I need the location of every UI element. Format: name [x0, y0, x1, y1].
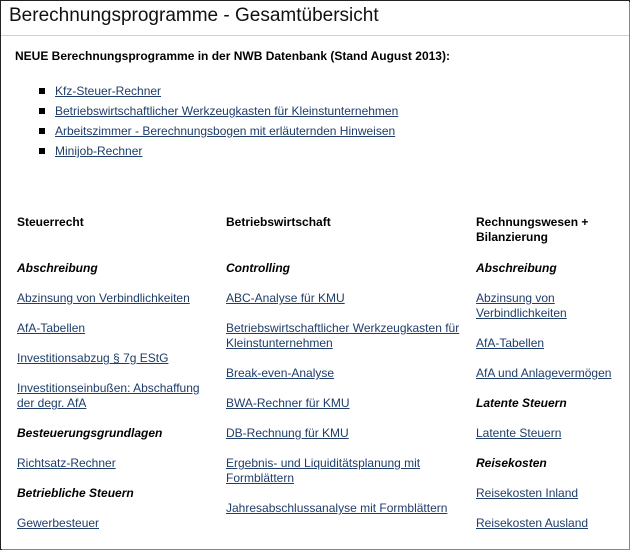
column-steuerrecht	[17, 215, 212, 546]
link-kfz-steuer-rechner[interactable]: Kfz-Steuer-Rechner	[55, 84, 162, 98]
list-item	[39, 141, 398, 161]
link-minijob-rechner[interactable]: Minijob-Rechner	[55, 144, 143, 158]
category-abschreibung-rw: Abschreibung	[476, 261, 557, 275]
list-item	[39, 81, 398, 101]
page-title: Berechnungsprogramme - Gesamtübersicht	[9, 5, 379, 26]
square-bullet-icon	[39, 128, 45, 134]
column-heading-steuerrecht: Steuerrecht	[17, 215, 84, 229]
link-abc-analyse[interactable]: ABC-Analyse für KMU	[226, 291, 345, 305]
category-besteuerungsgrundlagen: Besteuerungsgrundlagen	[17, 426, 163, 440]
link-bwa-rechner[interactable]: BWA-Rechner für KMU	[226, 396, 350, 410]
link-abzinsung-rw[interactable]: Abzinsung von Verbindlichkeiten	[476, 291, 567, 320]
link-arbeitszimmer[interactable]: Arbeitszimmer - Berechnungsbogen mit erläuternden Hinweisen	[55, 124, 396, 138]
link-reisekosten-ausland[interactable]: Reisekosten Ausland	[476, 516, 589, 530]
link-latente-steuern[interactable]: Latente Steuern	[476, 426, 562, 440]
category-reisekosten: Reisekosten	[476, 456, 547, 470]
category-abschreibung: Abschreibung	[17, 261, 98, 275]
square-bullet-icon	[39, 88, 45, 94]
new-programs-list	[39, 81, 398, 161]
column-heading-rechnungswesen: Rechnungswesen + Bilanzierung	[476, 215, 589, 244]
link-investitionsabzug[interactable]: Investitionsabzug § 7g EStG	[17, 351, 169, 365]
link-investitionseinbussen[interactable]: Investitionseinbußen: Abschaffung der degr. AfA	[17, 381, 200, 410]
link-werkzeugkasten-kleinstunternehmen[interactable]: Betriebswirtschaftlicher Werkzeugkasten für Kleinstunternehmen	[226, 321, 460, 350]
square-bullet-icon	[39, 108, 45, 114]
list-item	[39, 121, 398, 141]
link-afa-tabellen[interactable]: AfA-Tabellen	[17, 321, 86, 335]
link-abzinsung[interactable]: Abzinsung von Verbindlichkeiten	[17, 291, 190, 305]
link-gewerbesteuer[interactable]: Gewerbesteuer	[17, 516, 100, 530]
link-reisekosten-inland[interactable]: Reisekosten Inland	[476, 486, 579, 500]
link-afa-tabellen-rw[interactable]: AfA-Tabellen	[476, 336, 545, 350]
category-latente-steuern: Latente Steuern	[476, 396, 567, 410]
link-ergebnisplanung[interactable]: Ergebnis- und Liquiditätsplanung mit Formblättern	[226, 456, 421, 485]
column-heading-betriebswirtschaft: Betriebswirtschaft	[226, 215, 331, 229]
column-rechnungswesen	[476, 215, 621, 546]
title-divider	[1, 35, 629, 36]
new-programs-heading: NEUE Berechnungsprogramme in der NWB Datenbank (Stand August 2013):	[15, 49, 450, 63]
category-betriebliche-steuern: Betriebliche Steuern	[17, 486, 134, 500]
category-controlling: Controlling	[226, 261, 290, 275]
column-betriebswirtschaft	[226, 215, 462, 531]
link-richtsatz-rechner[interactable]: Richtsatz-Rechner	[17, 456, 116, 470]
link-db-rechnung[interactable]: DB-Rechnung für KMU	[226, 426, 349, 440]
link-afa-anlagevermoegen[interactable]: AfA und Anlagevermögen	[476, 366, 612, 380]
square-bullet-icon	[39, 148, 45, 154]
list-item	[39, 101, 398, 121]
link-werkzeugkasten[interactable]: Betriebswirtschaftlicher Werkzeugkasten für Kleinstunternehmen	[55, 104, 399, 118]
link-jahresabschlussanalyse[interactable]: Jahresabschlussanalyse mit Formblättern	[226, 501, 448, 515]
link-break-even-analyse[interactable]: Break-even-Analyse	[226, 366, 335, 380]
